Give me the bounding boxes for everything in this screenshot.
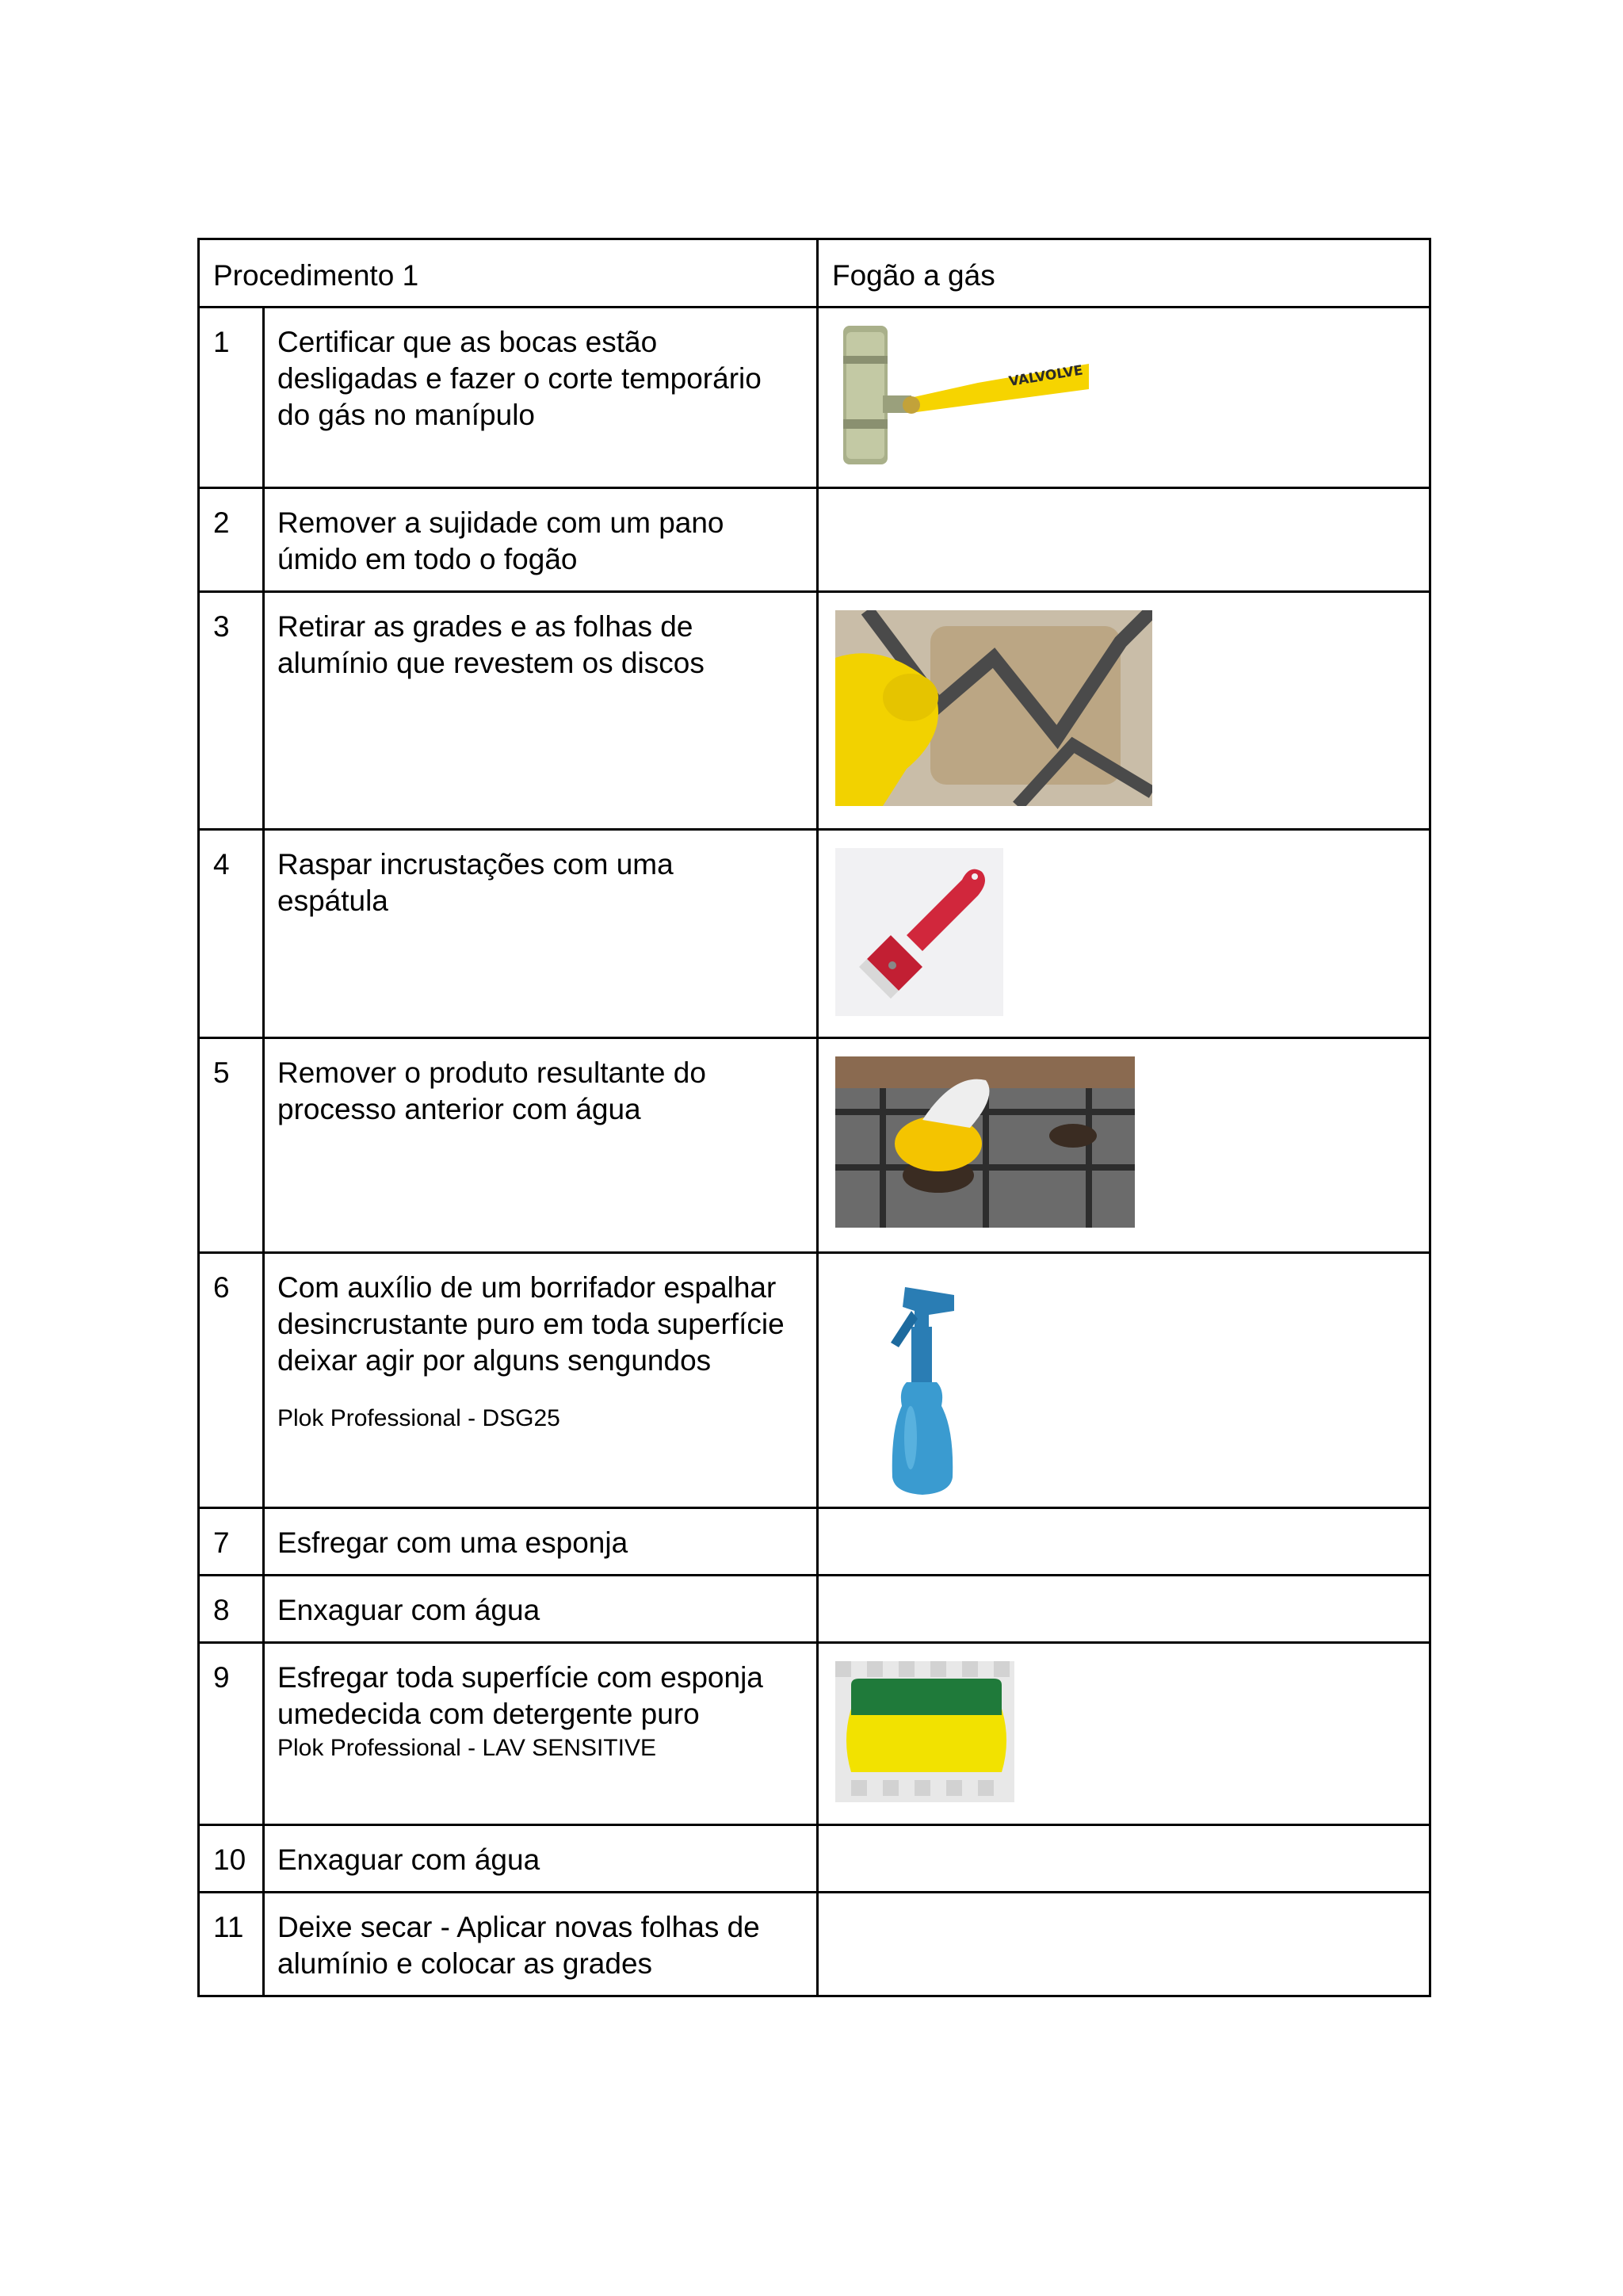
table-row [199,592,1430,830]
scraper-icon [835,848,1003,1016]
step-text: Esfregar toda superfície com esponja umedecida com detergente puro Plok Professional - LAV SENSITIVE [264,1643,818,1825]
step-number: 8 [199,1576,264,1643]
product-note: Plok Professional - DSG25 [277,1405,560,1431]
step-number: 4 [199,830,264,1038]
step-text: Enxaguar com água [264,1825,818,1893]
step-text: Remover o produto resultante do processo anterior com água [264,1038,818,1253]
table-row [199,830,1430,1038]
stove-cleaning-photo [835,1056,1135,1228]
step-image-cell [818,1825,1430,1893]
table-row [199,1253,1430,1508]
step-image-cell [818,1893,1430,1996]
step-number: 3 [199,592,264,830]
step-number: 6 [199,1253,264,1508]
step-number: 10 [199,1825,264,1893]
step-text: Retirar as grades e as folhas de alumínio que revestem os discos [264,592,818,830]
table-row [199,1038,1430,1253]
step-number: 1 [199,308,264,488]
step-number: 5 [199,1038,264,1253]
table-row [199,1825,1430,1893]
step-text: Com auxílio de um borrifador espalhar desincrustante puro em toda superfície deixar agir por alguns sengundos Plok Professional - DSG25 [264,1253,818,1508]
svg-text:VALVOLVE: VALVOLVE [1007,362,1084,390]
step-image-cell [818,308,1430,488]
step-image-cell [818,1643,1430,1825]
spray-bottle-icon [835,1271,994,1501]
step-text: Certificar que as bocas estão desligadas e fazer o corte temporário do gás no manípulo [264,308,818,488]
step-image-cell [818,488,1430,592]
step-image-cell [818,830,1430,1038]
step-number: 2 [199,488,264,592]
step-image-cell [818,592,1430,830]
product-note: Plok Professional - LAV SENSITIVE [277,1735,656,1761]
procedure-title: Procedimento 1 [199,239,818,308]
step-number: 7 [199,1508,264,1576]
step-text: Remover a sujidade com um pano úmido em todo o fogão [264,488,818,592]
step-text: Deixe secar - Aplicar novas folhas de alumínio e colocar as grades [264,1893,818,1996]
step-image-cell [818,1508,1430,1576]
stove-grate-glove-photo [835,610,1152,806]
step-text: Enxaguar com água [264,1576,818,1643]
step-image-cell [818,1038,1430,1253]
table-row [199,1508,1430,1576]
table-row [199,1893,1430,1996]
table-header-row [199,239,1430,308]
table-row [199,1643,1430,1825]
table-row [199,308,1430,488]
sponge-icon [835,1661,1014,1802]
table-row [199,488,1430,592]
appliance-title: Fogão a gás [818,239,1430,308]
step-image-cell [818,1576,1430,1643]
procedure-table [197,238,1431,1997]
step-text: Esfregar com uma esponja [264,1508,818,1576]
step-number: 11 [199,1893,264,1996]
step-image-cell [818,1253,1430,1508]
table-row [199,1576,1430,1643]
step-number: 9 [199,1643,264,1825]
gas-valve-icon [835,326,1089,468]
step-text: Raspar incrustações com uma espátula [264,830,818,1038]
